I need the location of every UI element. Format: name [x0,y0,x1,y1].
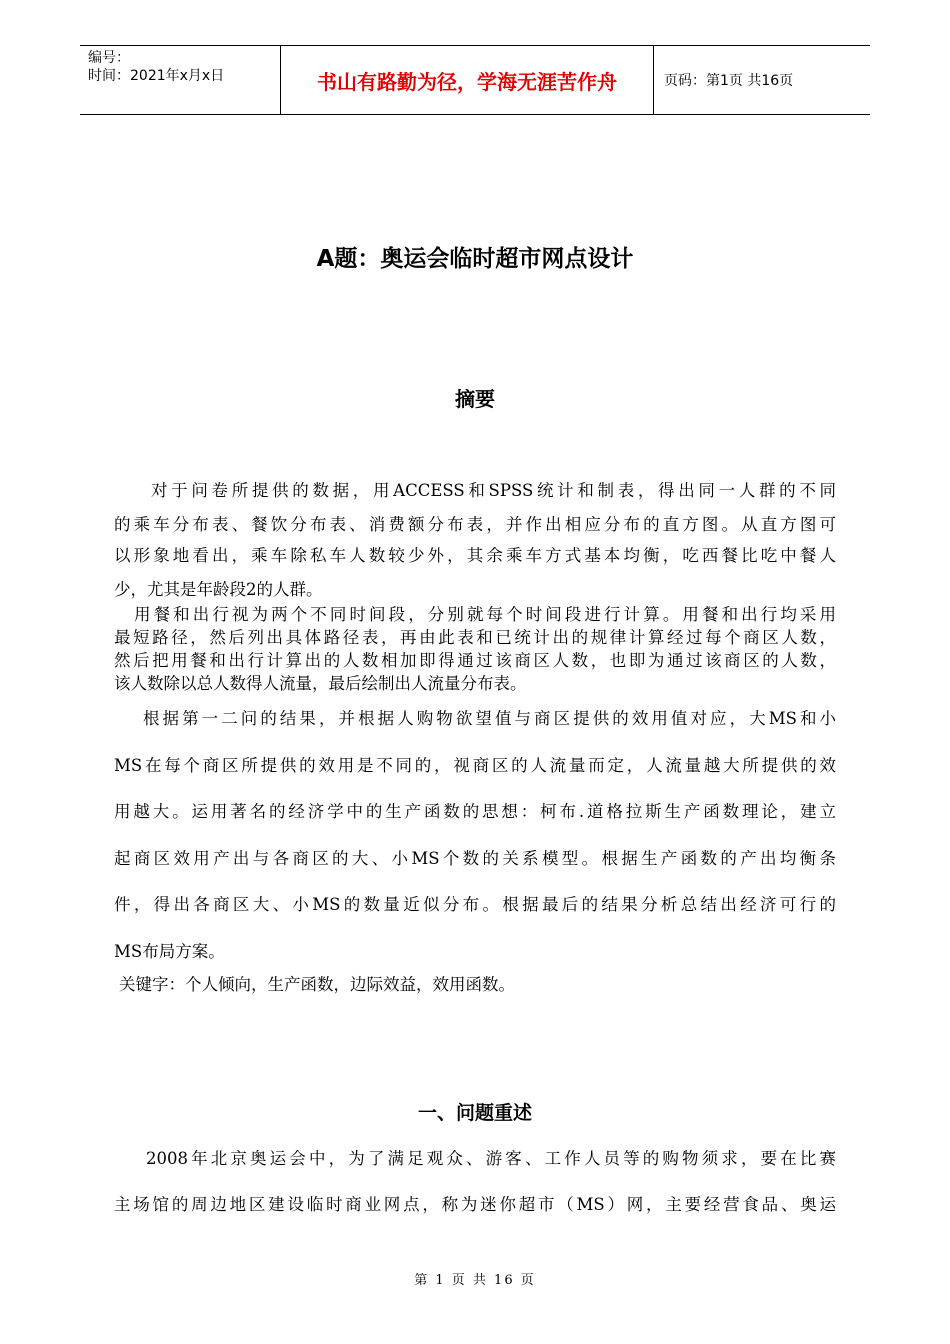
time-label: 时间：2021年x月x日 [88,68,225,84]
number-label: 编号： [88,50,130,66]
header-motto-cell [281,46,654,114]
paragraph-line: 用越大。运用著名的经济学中的生产函数的思想：柯布.道格拉斯生产函数理论，建立 [114,802,836,821]
paragraph-line: 然后把用餐和出行计算出的人数相加即得通过该商区人数，也即为通过该商区的人数， [114,651,836,670]
header-meta-cell [80,46,281,114]
paragraph-line: 根据第一二问的结果，并根据人购物欲望值与商区提供的效用值对应，大MS和小 [143,709,836,728]
paragraph-line: 主场馆的周边地区建设临时商业网点，称为迷你超市（MS）网，主要经营食品、奥运 [114,1195,836,1214]
paragraph-line: 以形象地看出，乘车除私车人数较少外，其余乘车方式基本均衡，吃西餐比吃中餐人 [114,546,836,565]
page-footer: 第 1 页 共 16 页 [414,1273,536,1288]
page-label: 页码：第1页 共16页 [664,73,794,89]
paragraph-line: MS布局方案。 [114,941,225,961]
paragraph-line: 2008年北京奥运会中，为了满足观众、游客、工作人员等的购物须求，要在比赛 [146,1149,836,1168]
header-page-cell [654,46,870,114]
paragraph-line: 最短路径，然后列出具体路径表，再由此表和已统计出的规律计算经过每个商区人数， [114,628,836,647]
keywords-text: 关键字：个人倾向，生产函数，边际效益，效用函数。 [119,975,515,994]
keywords [114,970,836,1000]
paragraph-line: 该人数除以总人数得人流量，最后绘制出人流量分布表。 [114,674,527,693]
section-title: 一、问题重述 [417,1102,532,1124]
paragraph-line: 少，尤其是年龄段2的人群。 [114,580,323,599]
document-title: A题：奥运会临时超市网点设计 [316,246,634,272]
paragraph-line: 对于问卷所提供的数据，用ACCESS和SPSS统计和制表，得出同一人群的不同 [151,481,836,500]
paragraph-line: 用餐和出行视为两个不同时间段，分别就每个时间段进行计算。用餐和出行均采用 [134,605,836,624]
paragraph-line: 起商区效用产出与各商区的大、小MS个数的关系模型。根据生产函数的产出均衡条 [114,848,836,868]
header-table [80,45,870,115]
paragraph-line: 的乘车分布表、餐饮分布表、消费额分布表，并作出相应分布的直方图。从直方图可 [114,515,836,534]
abstract-paragraph-2 [114,603,836,695]
paragraph-line: 件，得出各商区大、小MS的数量近似分布。根据最后的结果分析总结出经济可行的 [114,895,836,914]
abstract-title: 摘要 [455,387,495,411]
paragraph-line: MS在每个商区所提供的效用是不同的，视商区的人流量而定，人流量越大所提供的效 [114,755,836,775]
abstract-paragraph-3 [114,696,836,975]
section-paragraph [114,1136,836,1228]
motto: 书山有路勤为径，学海无涯苦作舟 [317,69,617,94]
abstract-paragraph-1 [114,474,836,610]
